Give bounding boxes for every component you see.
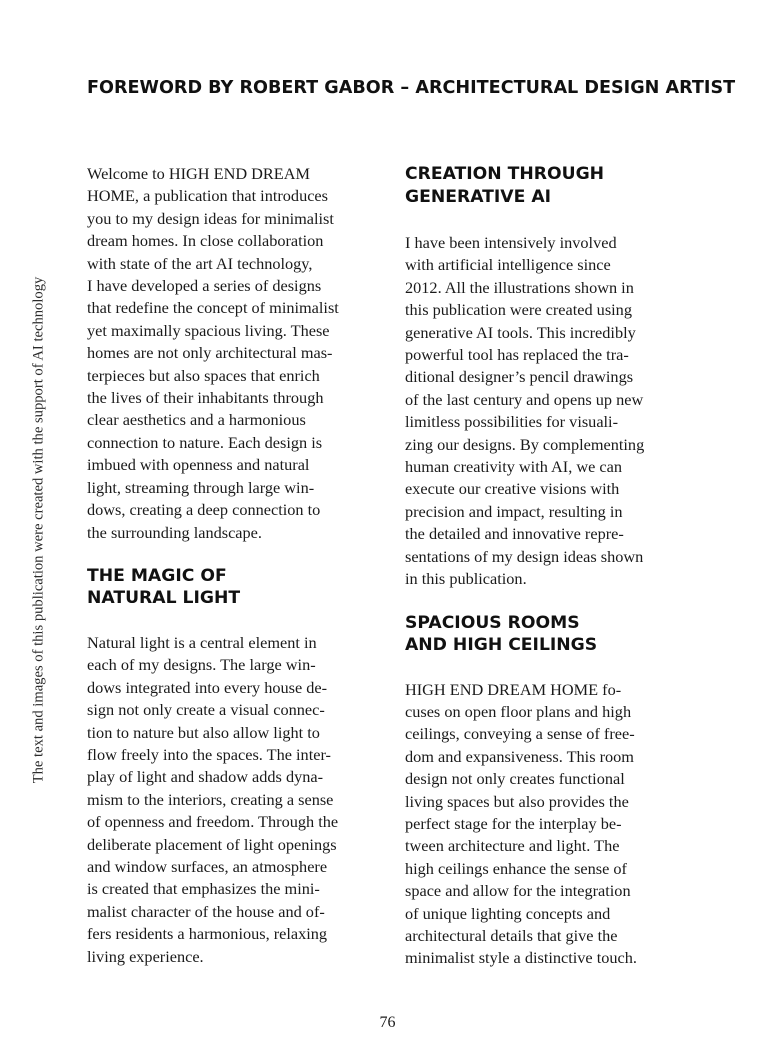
body-line: sign not only create a visual connec- (87, 700, 325, 720)
intro-line: dream homes. In close collaboration (87, 231, 324, 251)
body-line: I have been intensively involved (405, 233, 617, 252)
body-line: generative AI tools. This incredibly (405, 322, 636, 342)
body-line: the detailed and innovative repre- (405, 524, 624, 544)
body-line: limitless possibilities for visuali- (405, 412, 619, 432)
body-line: design not only creates functional (405, 769, 625, 789)
page-number: 76 (379, 1014, 396, 1031)
right-column (405, 163, 700, 970)
intro-line: I have developed a series of designs (87, 276, 322, 296)
heading-line: SPACIOUS ROOMS (405, 612, 580, 633)
intro-line: light, streaming through large win- (87, 477, 315, 497)
body-line: Natural light is a central element in (87, 632, 317, 652)
intro-line: the lives of their inhabitants through (87, 388, 324, 408)
body-line: dows integrated into every house de- (87, 677, 328, 697)
body-line: minimalist style a distinctive touch. (405, 948, 637, 968)
body-line: with artificial intelligence since (405, 255, 611, 275)
heading-line: THE MAGIC OF (87, 565, 227, 586)
intro-line: that redefine the concept of minimalist (87, 298, 339, 318)
body-line: malist character of the house and of- (87, 901, 325, 921)
body-line: tion to nature but also allow light to (87, 722, 320, 742)
heading-spacious-rooms (405, 612, 700, 657)
natural-light-paragraph (87, 632, 382, 968)
intro-line: clear aesthetics and a harmonious (87, 410, 306, 430)
body-line: of openness and freedom. Through the (87, 812, 339, 832)
body-line: HIGH END DREAM HOME fo- (405, 679, 622, 699)
body-line: flow freely into the spaces. The inter- (87, 744, 331, 764)
body-line: perfect stage for the interplay be- (405, 813, 622, 833)
intro-paragraph (87, 163, 382, 544)
intro-line: you to my design ideas for minimalist (87, 208, 334, 228)
body-line: play of light and shadow adds dyna- (87, 767, 324, 787)
body-line: each of my designs. The large win- (87, 655, 316, 675)
heading-line: AND HIGH CEILINGS (405, 635, 598, 655)
intro-line: HOME, a publication that introduces (87, 186, 328, 206)
body-line: of unique lighting concepts and (405, 903, 611, 923)
body-line: architectural details that give the (405, 925, 618, 945)
intro-line: yet maximally spacious living. These (87, 320, 330, 340)
body-line: zing our designs. By complementing (405, 434, 645, 454)
body-line: mism to the interiors, creating a sense (87, 789, 334, 809)
body-line: and window surfaces, an atmosphere (87, 856, 328, 876)
body-line: fers residents a harmonious, relaxing (87, 924, 328, 944)
body-line: dom and expansiveness. This room (405, 746, 634, 766)
intro-line: homes are not only architectural mas- (87, 343, 333, 363)
body-line: high ceilings enhance the sense of (405, 858, 627, 878)
heading-line: NATURAL LIGHT (87, 588, 241, 609)
body-line: tween architecture and light. The (405, 836, 620, 856)
intro-line: the surrounding landscape. (87, 522, 262, 542)
page-title: FOREWORD BY ROBERT GABOR – ARCHITECTURAL DESIGN ARTIST (87, 78, 736, 98)
body-line: is created that emphasizes the mini- (87, 879, 320, 899)
left-column (87, 163, 382, 968)
body-line: powerful tool has replaced the tra- (405, 345, 629, 365)
body-line: of the last century and opens up new (405, 389, 644, 409)
body-line: sentations of my design ideas shown (405, 546, 644, 566)
sidebar-ai-note-text: The text and images of this publication were created with the support of AI technology (30, 276, 47, 784)
body-line: ceilings, conveying a sense of free- (405, 724, 635, 744)
body-line: deliberate placement of light openings (87, 834, 337, 854)
intro-line: connection to nature. Each design is (87, 432, 323, 452)
heading-line: GENERATIVE AI (405, 186, 552, 207)
body-line: living experience. (87, 946, 204, 966)
intro-line: imbued with openness and natural (87, 455, 310, 475)
heading-natural-light (87, 565, 382, 610)
spacious-rooms-paragraph (405, 679, 700, 970)
body-line: in this publication. (405, 569, 527, 589)
generative-ai-paragraph (405, 232, 700, 591)
body-line: 2012. All the illustrations shown in (405, 277, 634, 297)
body-line: execute our creative visions with (405, 479, 620, 499)
intro-line: with state of the art AI technology, (87, 253, 313, 273)
intro-line: dows, creating a deep connection to (87, 500, 321, 520)
body-line: this publication were created using (405, 300, 632, 320)
body-line: ditional designer’s pencil drawings (405, 367, 634, 387)
sidebar-ai-note (28, 230, 50, 830)
body-line: living spaces but also provides the (405, 791, 629, 811)
intro-line: terpieces but also spaces that enrich (87, 365, 320, 385)
intro-line: Welcome to HIGH END DREAM (87, 164, 310, 183)
heading-line: CREATION THROUGH (405, 164, 605, 184)
body-line: space and allow for the integration (405, 881, 631, 901)
body-line: cuses on open floor plans and high (405, 701, 632, 721)
heading-generative-ai (405, 163, 700, 208)
body-line: human creativity with AI, we can (405, 457, 623, 477)
body-line: precision and impact, resulting in (405, 501, 623, 521)
